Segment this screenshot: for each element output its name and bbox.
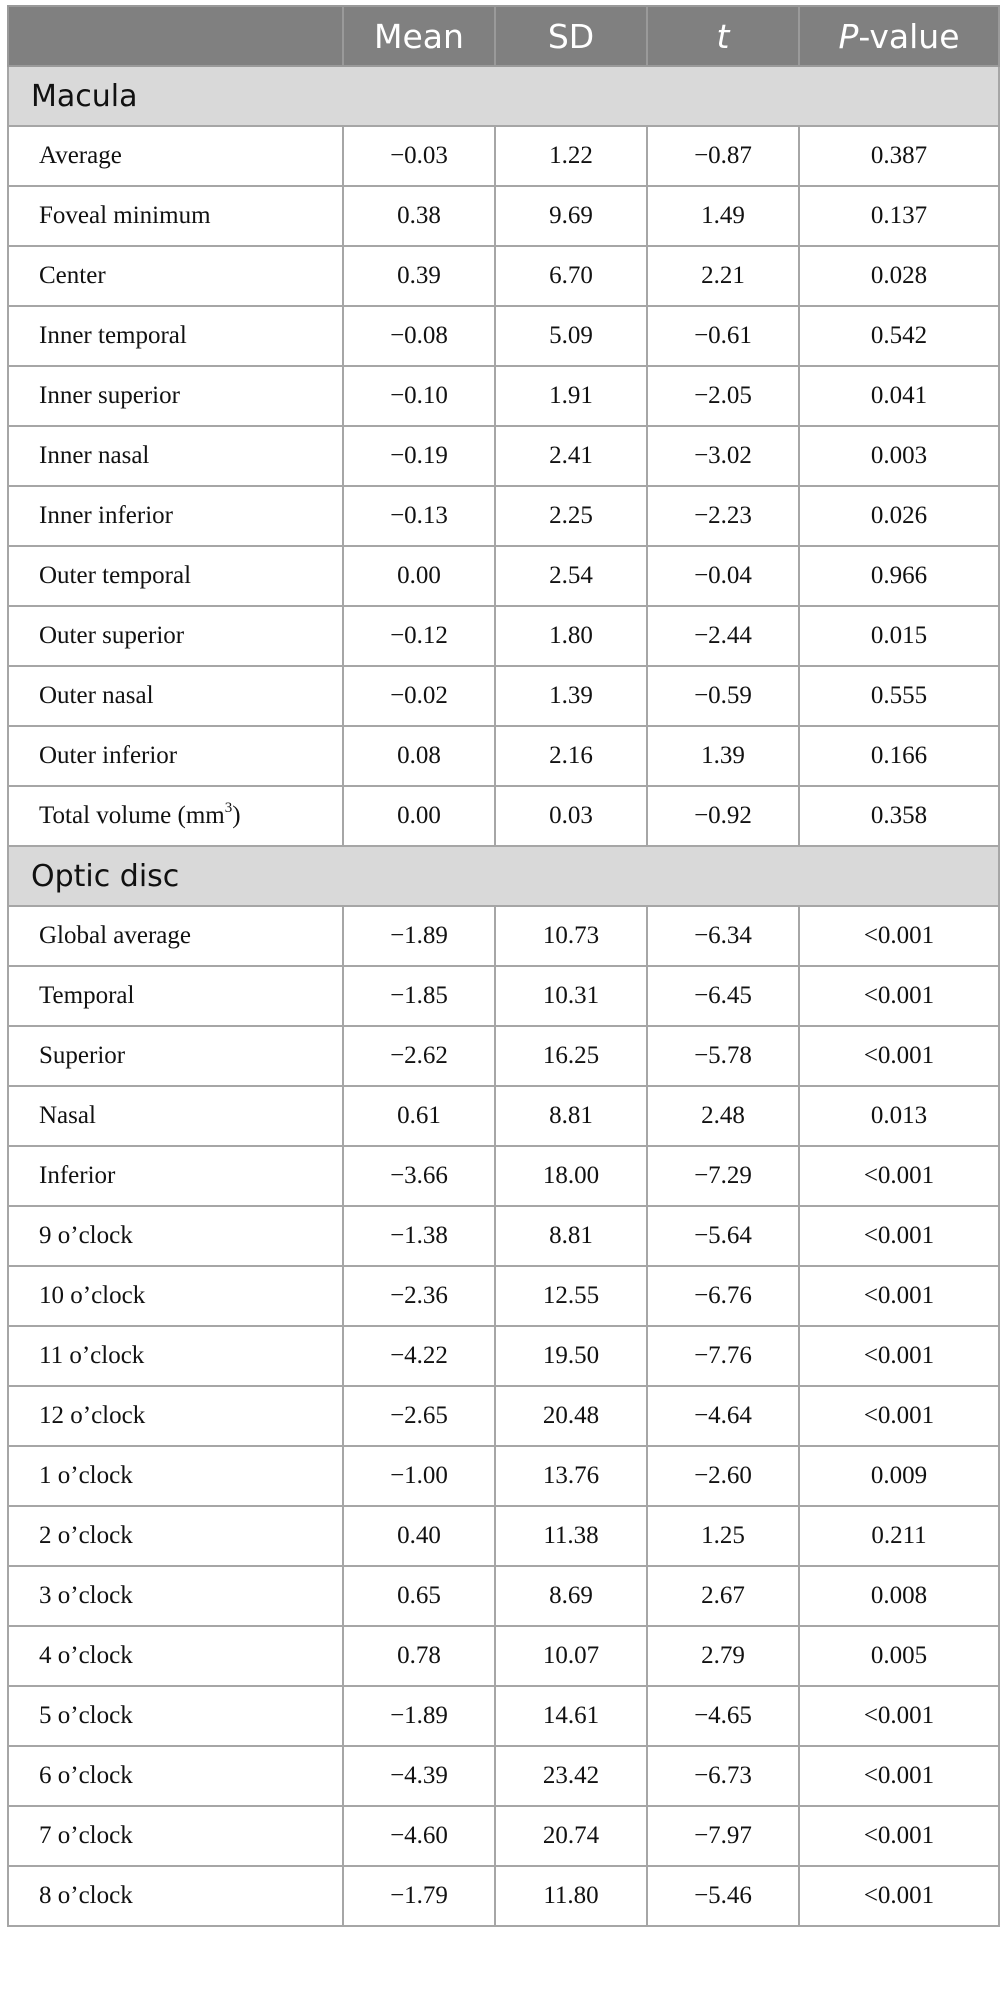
section-title: Macula	[8, 66, 999, 126]
cell-mean: −2.36	[343, 1266, 495, 1326]
row-label	[8, 1386, 343, 1446]
cell-t: 1.49	[647, 186, 799, 246]
row-label	[8, 1626, 343, 1686]
row-label	[8, 246, 343, 306]
row-label-text: Inner nasal	[39, 442, 150, 469]
row-label	[8, 546, 343, 606]
cell-p-value: <0.001	[799, 1866, 999, 1926]
row-label-text: Inner temporal	[39, 322, 187, 349]
cell-p-value: <0.001	[799, 1686, 999, 1746]
row-label	[8, 306, 343, 366]
row-label-text: 3 o’clock	[39, 1582, 133, 1609]
results-table-container	[7, 5, 998, 1927]
table-row	[8, 306, 999, 366]
cell-p-value: 0.015	[799, 606, 999, 666]
cell-sd: 16.25	[495, 1026, 647, 1086]
cell-p-value: 0.003	[799, 426, 999, 486]
cell-sd: 2.41	[495, 426, 647, 486]
row-label-text: 9 o’clock	[39, 1222, 133, 1249]
row-label-text: Inferior	[39, 1162, 116, 1189]
cell-sd: 2.25	[495, 486, 647, 546]
table-row	[8, 1446, 999, 1506]
cell-mean: −1.00	[343, 1446, 495, 1506]
table-row	[8, 126, 999, 186]
row-label	[8, 1866, 343, 1926]
row-label	[8, 786, 343, 846]
cell-p-value: 0.211	[799, 1506, 999, 1566]
row-label	[8, 126, 343, 186]
cell-t: −6.45	[647, 966, 799, 1026]
cell-p-value: <0.001	[799, 1386, 999, 1446]
cell-mean: −0.10	[343, 366, 495, 426]
cell-p-value: <0.001	[799, 966, 999, 1026]
cell-p-value: <0.001	[799, 1746, 999, 1806]
cell-t: 2.48	[647, 1086, 799, 1146]
cell-t: 1.39	[647, 726, 799, 786]
cell-t: −4.64	[647, 1386, 799, 1446]
row-label	[8, 966, 343, 1026]
header-sd: SD	[495, 6, 647, 66]
section-row	[8, 846, 999, 906]
row-label	[8, 1266, 343, 1326]
row-label	[8, 1206, 343, 1266]
cell-sd: 20.74	[495, 1806, 647, 1866]
row-label	[8, 726, 343, 786]
row-label	[8, 1506, 343, 1566]
row-label	[8, 366, 343, 426]
cell-t: 2.67	[647, 1566, 799, 1626]
cell-p-value: 0.966	[799, 546, 999, 606]
table-row	[8, 1086, 999, 1146]
table-row	[8, 906, 999, 966]
table-row	[8, 1386, 999, 1446]
table-row	[8, 1206, 999, 1266]
cell-mean: 0.00	[343, 786, 495, 846]
cell-mean: −4.22	[343, 1326, 495, 1386]
cell-mean: −0.02	[343, 666, 495, 726]
cell-t: 1.25	[647, 1506, 799, 1566]
row-label-text: Outer nasal	[39, 682, 154, 709]
cell-p-value: <0.001	[799, 1266, 999, 1326]
header-t: t	[647, 6, 799, 66]
cell-sd: 9.69	[495, 186, 647, 246]
cell-mean: −1.85	[343, 966, 495, 1026]
cell-p-value: 0.137	[799, 186, 999, 246]
cell-p-value: 0.026	[799, 486, 999, 546]
cell-t: −0.92	[647, 786, 799, 846]
header-p-italic: P	[838, 16, 859, 56]
table-row	[8, 666, 999, 726]
row-label-text: 4 o’clock	[39, 1642, 133, 1669]
table-row	[8, 1326, 999, 1386]
table-row	[8, 486, 999, 546]
row-label-text: Nasal	[39, 1102, 96, 1129]
cell-sd: 14.61	[495, 1686, 647, 1746]
cell-sd: 1.22	[495, 126, 647, 186]
cell-sd: 0.03	[495, 786, 647, 846]
cell-t: −0.61	[647, 306, 799, 366]
row-label-text: Outer superior	[39, 622, 185, 649]
cell-t: −0.04	[647, 546, 799, 606]
section-title: Optic disc	[8, 846, 999, 906]
row-label-text: 7 o’clock	[39, 1822, 133, 1849]
section-row	[8, 66, 999, 126]
table-row	[8, 366, 999, 426]
header-mean: Mean	[343, 6, 495, 66]
cell-mean: 0.78	[343, 1626, 495, 1686]
cell-mean: −0.13	[343, 486, 495, 546]
table-row	[8, 966, 999, 1026]
cell-p-value: 0.009	[799, 1446, 999, 1506]
cell-sd: 11.38	[495, 1506, 647, 1566]
cell-t: 2.21	[647, 246, 799, 306]
cell-mean: −2.62	[343, 1026, 495, 1086]
table-row	[8, 1866, 999, 1926]
cell-sd: 18.00	[495, 1146, 647, 1206]
row-label-text: 8 o’clock	[39, 1882, 133, 1909]
table-body	[8, 66, 999, 1926]
row-label	[8, 1746, 343, 1806]
cell-p-value: 0.028	[799, 246, 999, 306]
row-label-text: 2 o’clock	[39, 1522, 133, 1549]
row-label-end: )	[232, 802, 241, 829]
row-label-text: 6 o’clock	[39, 1762, 133, 1789]
cell-t: −0.59	[647, 666, 799, 726]
cell-p-value: <0.001	[799, 1146, 999, 1206]
cell-mean: 0.08	[343, 726, 495, 786]
cell-sd: 20.48	[495, 1386, 647, 1446]
row-label-text: Superior	[39, 1042, 126, 1069]
header-row	[8, 6, 999, 66]
cell-p-value: <0.001	[799, 1206, 999, 1266]
cell-sd: 1.91	[495, 366, 647, 426]
cell-mean: −3.66	[343, 1146, 495, 1206]
cell-p-value: 0.013	[799, 1086, 999, 1146]
cell-p-value: 0.166	[799, 726, 999, 786]
cell-mean: −1.79	[343, 1866, 495, 1926]
cell-sd: 19.50	[495, 1326, 647, 1386]
row-label-text: 11 o’clock	[39, 1342, 145, 1369]
cell-sd: 6.70	[495, 246, 647, 306]
cell-sd: 11.80	[495, 1866, 647, 1926]
cell-mean: −0.12	[343, 606, 495, 666]
cell-sd: 12.55	[495, 1266, 647, 1326]
row-label-text: Inner inferior	[39, 502, 173, 529]
row-label	[8, 1686, 343, 1746]
cell-mean: −2.65	[343, 1386, 495, 1446]
cell-t: −2.60	[647, 1446, 799, 1506]
cell-mean: 0.38	[343, 186, 495, 246]
cell-mean: −1.89	[343, 1686, 495, 1746]
table-row	[8, 426, 999, 486]
cell-t: −6.76	[647, 1266, 799, 1326]
header-p-value	[799, 6, 999, 66]
row-label-superscript: 3	[224, 799, 233, 816]
row-label-text: Center	[39, 262, 106, 289]
table-row	[8, 246, 999, 306]
row-label	[8, 1026, 343, 1086]
cell-p-value: 0.542	[799, 306, 999, 366]
table-row	[8, 786, 999, 846]
cell-sd: 1.80	[495, 606, 647, 666]
cell-p-value: 0.358	[799, 786, 999, 846]
cell-sd: 1.39	[495, 666, 647, 726]
cell-t: −6.34	[647, 906, 799, 966]
table-row	[8, 1806, 999, 1866]
table-row	[8, 726, 999, 786]
cell-mean: 0.00	[343, 546, 495, 606]
row-label-text: 10 o’clock	[39, 1282, 146, 1309]
table-row	[8, 1626, 999, 1686]
row-label	[8, 606, 343, 666]
cell-t: −3.02	[647, 426, 799, 486]
table-row	[8, 1566, 999, 1626]
header-p-rest: -value	[858, 16, 960, 56]
row-label-text: 5 o’clock	[39, 1702, 133, 1729]
cell-sd: 8.69	[495, 1566, 647, 1626]
table-row	[8, 1146, 999, 1206]
cell-p-value: <0.001	[799, 1806, 999, 1866]
table-header	[8, 6, 999, 66]
row-label-text: Foveal minimum	[39, 202, 211, 229]
cell-sd: 8.81	[495, 1086, 647, 1146]
table-row	[8, 1266, 999, 1326]
cell-p-value: 0.387	[799, 126, 999, 186]
cell-t: −5.64	[647, 1206, 799, 1266]
cell-t: −5.78	[647, 1026, 799, 1086]
cell-sd: 8.81	[495, 1206, 647, 1266]
row-label	[8, 186, 343, 246]
cell-sd: 13.76	[495, 1446, 647, 1506]
cell-mean: −4.60	[343, 1806, 495, 1866]
cell-sd: 2.54	[495, 546, 647, 606]
row-label-text: Temporal	[39, 982, 135, 1009]
header-blank	[8, 6, 343, 66]
cell-t: −2.05	[647, 366, 799, 426]
row-label	[8, 1566, 343, 1626]
row-label-text: Outer inferior	[39, 742, 178, 769]
cell-t: −6.73	[647, 1746, 799, 1806]
row-label	[8, 486, 343, 546]
row-label	[8, 1146, 343, 1206]
row-label-text: Global average	[39, 922, 192, 949]
row-label-text: Total volume (mm	[39, 802, 225, 829]
cell-mean: 0.39	[343, 246, 495, 306]
row-label	[8, 426, 343, 486]
cell-p-value: <0.001	[799, 1326, 999, 1386]
cell-p-value: <0.001	[799, 906, 999, 966]
row-label	[8, 1326, 343, 1386]
table-row	[8, 1746, 999, 1806]
cell-mean: −4.39	[343, 1746, 495, 1806]
table-row	[8, 1686, 999, 1746]
row-label	[8, 1806, 343, 1866]
cell-t: −7.76	[647, 1326, 799, 1386]
row-label	[8, 1446, 343, 1506]
cell-p-value: 0.555	[799, 666, 999, 726]
cell-t: −2.23	[647, 486, 799, 546]
table-row	[8, 546, 999, 606]
table-row	[8, 186, 999, 246]
cell-t: −7.29	[647, 1146, 799, 1206]
table-row	[8, 1026, 999, 1086]
row-label	[8, 906, 343, 966]
cell-sd: 2.16	[495, 726, 647, 786]
cell-t: 2.79	[647, 1626, 799, 1686]
cell-mean: 0.65	[343, 1566, 495, 1626]
cell-t: −5.46	[647, 1866, 799, 1926]
cell-mean: −0.08	[343, 306, 495, 366]
row-label	[8, 666, 343, 726]
results-table	[7, 5, 1000, 1927]
cell-mean: −1.89	[343, 906, 495, 966]
cell-p-value: 0.041	[799, 366, 999, 426]
cell-p-value: 0.005	[799, 1626, 999, 1686]
cell-p-value: <0.001	[799, 1026, 999, 1086]
row-label-text: Outer temporal	[39, 562, 192, 589]
cell-t: −4.65	[647, 1686, 799, 1746]
cell-sd: 10.31	[495, 966, 647, 1026]
cell-mean: 0.61	[343, 1086, 495, 1146]
cell-t: −7.97	[647, 1806, 799, 1866]
cell-mean: −1.38	[343, 1206, 495, 1266]
cell-mean: −0.03	[343, 126, 495, 186]
cell-t: −2.44	[647, 606, 799, 666]
row-label-text: 1 o’clock	[39, 1462, 133, 1489]
row-label-text: 12 o’clock	[39, 1402, 146, 1429]
row-label	[8, 1086, 343, 1146]
row-label-text: Inner superior	[39, 382, 180, 409]
cell-sd: 10.07	[495, 1626, 647, 1686]
cell-mean: −0.19	[343, 426, 495, 486]
table-row	[8, 606, 999, 666]
cell-p-value: 0.008	[799, 1566, 999, 1626]
row-label-text: Average	[39, 142, 122, 169]
cell-t: −0.87	[647, 126, 799, 186]
table-row	[8, 1506, 999, 1566]
cell-mean: 0.40	[343, 1506, 495, 1566]
cell-sd: 23.42	[495, 1746, 647, 1806]
cell-sd: 10.73	[495, 906, 647, 966]
cell-sd: 5.09	[495, 306, 647, 366]
